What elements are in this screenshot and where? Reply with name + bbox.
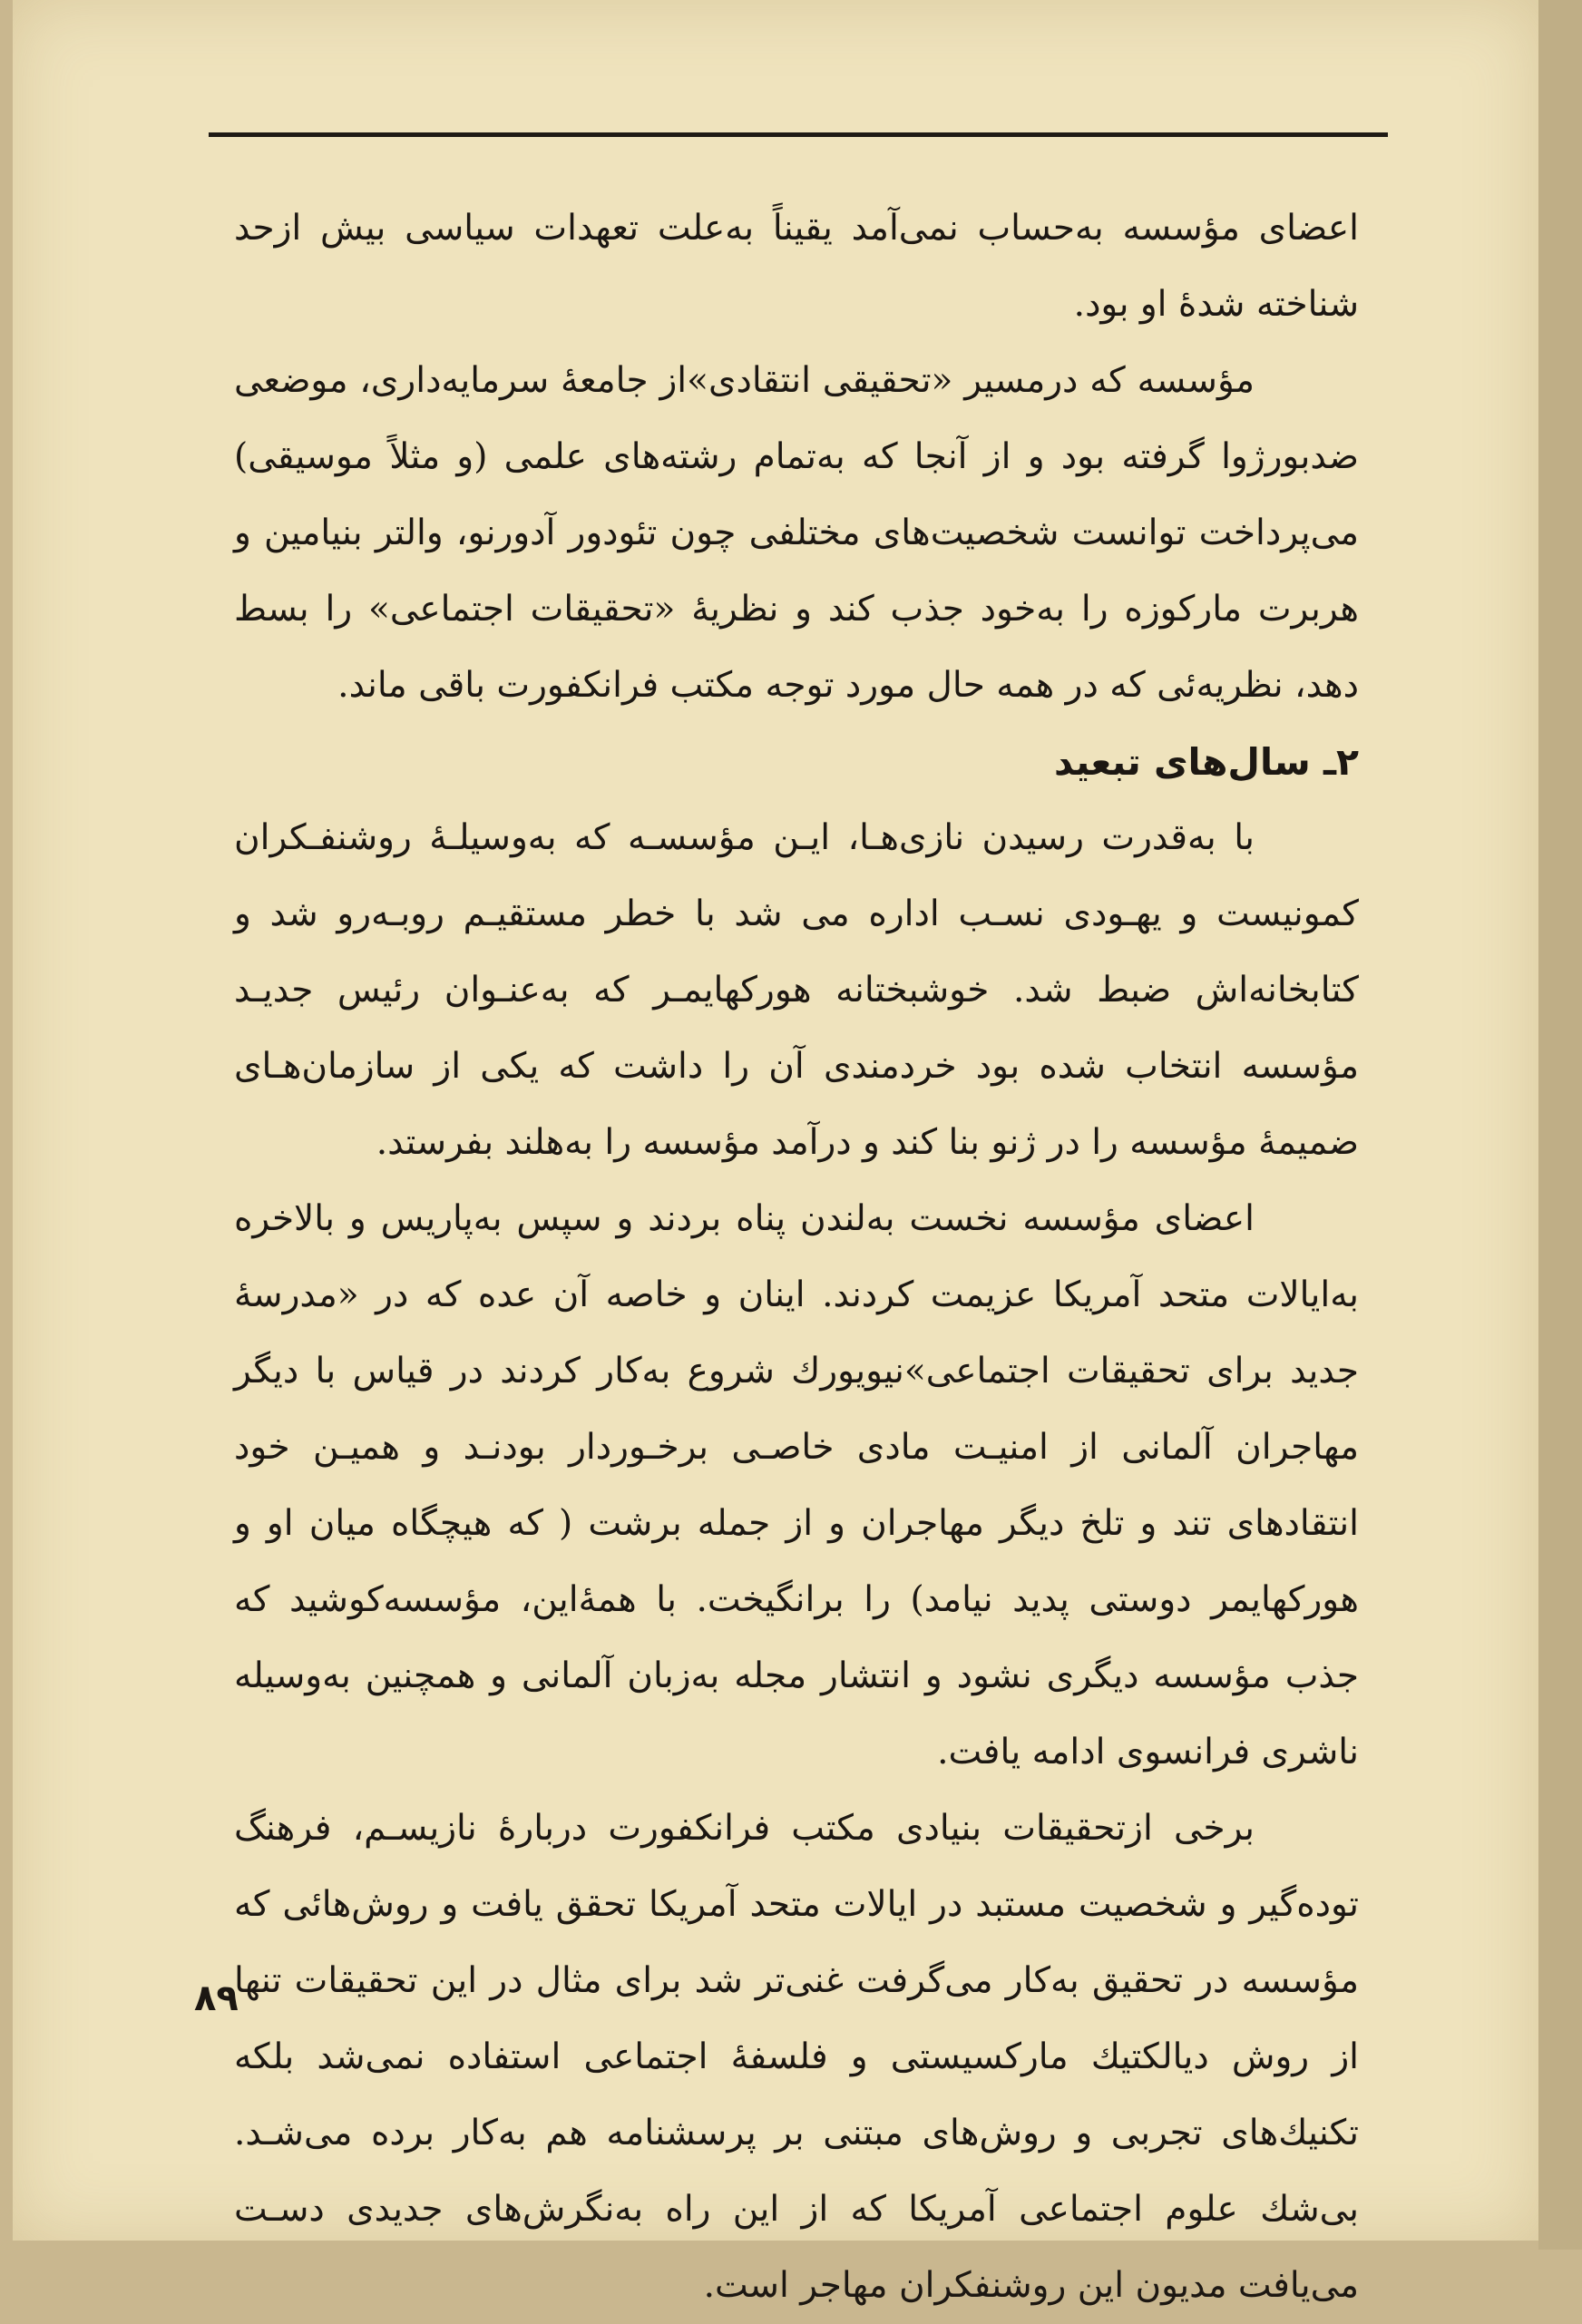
paragraph-continued: اعضای مؤسسه به‌حساب نمی‌آمد یقیناً به‌علت تعهدات سیاسی بیش ازحد شناخته شدهٔ او بود. (234, 208, 1359, 325)
paragraph: با به‌قدرت رسیدن نازی‌هـا، ایـن مؤسسـه که به‌وسیلـهٔ روشنفـکران کمونیست و یهـودی نسـب اداره می شد با خطر مستقیـم روبـه‌رو شد و کتابخانه‌اش ضبط شد. خوشبختانه هورکهایمـر که به‌عنـوان رئیس جدیـد مؤسسه انتخاب شده بود خردمندی آن را داشت که یکی از سازمان‌هـای ضمیمهٔ مؤسسه را در ژنو بنا کند و درآمد مؤسسه را به‌هلند بفرستد. (234, 817, 1360, 1163)
page-number: ۸۹ (194, 1977, 239, 2019)
paragraph: مؤسسه که درمسیر «تحقیقی انتقادی»از جامعهٔ سرمایه‌داری، موضعی ضدبورژوا گرفته بود و از آنجا که به‌تمام رشته‌های علمی (و مثلاً موسیقی) می‌پرداخت توانست شخصیت‌های مختلفی چون تئودور آدورنو، والتر بنیامین و هربرت مارکوزه را به‌خود جذب کند و نظریهٔ «تحقیقات اجتماعی» را بسط دهد، نظریه‌ئی که در همه حال مورد توجه مکتب فرانکفورت باقی ماند. (234, 360, 1359, 706)
page-edge (1538, 0, 1582, 2250)
paragraph: برخی ازتحقیقات بنیادی مکتب فرانکفورت دربارهٔ نازیسـم، فرهنگ توده‌گیر و شخصیت مستبد در ایالات متحد آمریکا تحقق یافت و روش‌هائی که مؤسسه در تحقیق به‌کار می‌گرفت غنی‌تر شد برای مثال در این تحقیقات تنها از روش دیالکتیك مارکسیستی و فلسفهٔ اجتماعی استفاده نمی‌شد بلکه تکنیك‌های تجربی و روش‌های مبتنی بر پرسشنامه هم به‌کار برده می‌شـد. بی‌شك علوم اجتماعی آمریکا که از این راه به‌نگرش‌های جدیدی دسـت می‌یافت مدیون این روشنفکران مهاجر است. (234, 1808, 1359, 2306)
page-text (234, 190, 1359, 2324)
section-heading: ۲ـ سال‌های تبعید (1054, 740, 1359, 784)
header-rule (209, 132, 1388, 137)
book-page (13, 0, 1538, 2306)
paragraph: اعضای مؤسسه نخست به‌لندن پناه بردند و سپس به‌پاریس و بالاخره به‌ایالات متحد آمریکا عزیمت کردند. اینان و خاصه آن عده که در «مدرسهٔ جدید برای تحقیقات اجتماعی»نیویورك شروع به‌کار کردند در قیاس با دیگر مهاجران آلمانی از امنیـت مادی خاصـی برخـوردار بودنـد و همیـن خود انتقادهای تند و تلخ دیگر مهاجران و از جمله برشت ( که هیچگاه میان او و هورکهایمر دوستی پدید نیامد) را برانگیخت. با همهٔ‌این، مؤسسه‌کوشید که جذب مؤسسه دیگری نشود و انتشار مجله به‌زبان آلمانی و همچنین به‌وسیله ناشری فرانسوی ادامه یافت. (234, 1198, 1359, 1772)
